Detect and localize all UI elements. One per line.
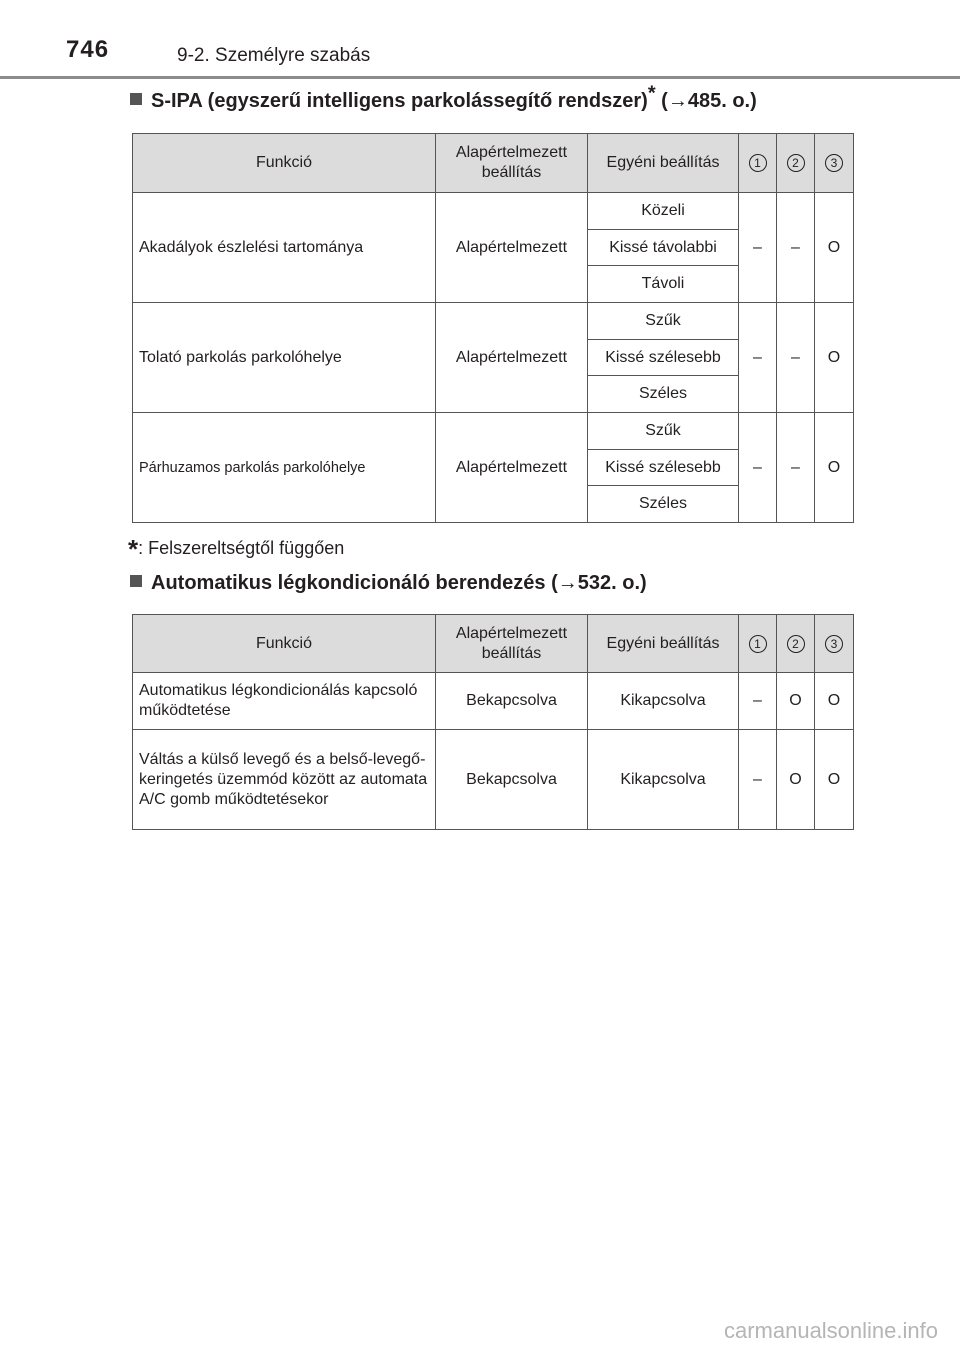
asterisk-marker: * — [647, 82, 656, 105]
circle-3-icon: 3 — [825, 635, 843, 653]
default-cell: Bekapcsolva — [436, 730, 588, 830]
c2-cell: O — [777, 673, 815, 730]
square-bullet-icon — [130, 575, 142, 587]
header-function: Funkció — [133, 134, 436, 193]
option-cell: Távoli — [588, 266, 739, 303]
table-row — [133, 193, 854, 230]
function-cell: Automatikus légkondicionálás kapcsoló működtetése — [133, 673, 436, 730]
footnote-asterisk: * — [128, 534, 139, 564]
c1-cell: – — [739, 303, 777, 413]
option-cell: Kissé szélesebb — [588, 340, 739, 376]
option-cell: Kissé szélesebb — [588, 450, 739, 486]
c2-cell: – — [777, 303, 815, 413]
header-rule — [0, 76, 960, 79]
c3-cell: O — [815, 730, 854, 830]
default-cell: Bekapcsolva — [436, 673, 588, 730]
header-col1 — [739, 615, 777, 673]
table-header-row — [133, 134, 854, 193]
c1-cell: – — [739, 413, 777, 523]
c2-cell: O — [777, 730, 815, 830]
footnote — [128, 534, 344, 565]
option-cell: Kissé távolabbi — [588, 230, 739, 266]
section2-title: Automatikus légkondicionáló berendezés (→532. o.) — [130, 572, 647, 595]
header-default: Alapértelmezett beállítás — [436, 615, 588, 673]
custom-cell: Kikapcsolva — [588, 730, 739, 830]
footnote-text: : Felszereltségtől függően — [138, 538, 345, 558]
c3-cell: O — [815, 673, 854, 730]
section2-table — [132, 614, 854, 830]
option-cell: Közeli — [588, 193, 739, 230]
chapter-title: 9-2. Személyre szabás — [177, 45, 371, 66]
circle-3-icon: 3 — [825, 154, 843, 172]
default-cell: Alapértelmezett — [436, 413, 588, 523]
arrow-icon: → — [667, 90, 688, 112]
c3-cell: O — [815, 413, 854, 523]
section1-title: S-IPA (egyszerű intelligens parkolássegítő rendszer)* (→485. o.) — [130, 90, 757, 113]
arrow-icon: → — [557, 572, 578, 594]
header-function: Funkció — [133, 615, 436, 673]
header-custom: Egyéni beállítás — [588, 134, 739, 193]
option-cell: Szűk — [588, 303, 739, 340]
section1-ref: 485. o.) — [687, 90, 757, 112]
c3-cell: O — [815, 193, 854, 303]
page-header — [0, 0, 960, 80]
default-cell: Alapértelmezett — [436, 193, 588, 303]
table-row — [133, 303, 854, 340]
header-col3 — [815, 134, 854, 193]
c1-cell: – — [739, 730, 777, 830]
section1-table — [132, 133, 854, 523]
header-col2 — [777, 134, 815, 193]
c2-cell: – — [777, 413, 815, 523]
function-cell: Váltás a külső levegő és a belső-levegő-keringetés üzemmód között az automata A/C gomb működtetésekor — [133, 730, 436, 830]
table-row — [133, 730, 854, 830]
page-number: 746 — [66, 36, 110, 63]
watermark: carmanualsonline.info — [723, 1318, 938, 1343]
header-col1 — [739, 134, 777, 193]
table-row — [133, 673, 854, 730]
c1-cell: – — [739, 193, 777, 303]
table-row — [133, 413, 854, 450]
function-cell: Párhuzamos parkolás parkolóhelye — [133, 413, 436, 523]
header-custom: Egyéni beállítás — [588, 615, 739, 673]
default-cell: Alapértelmezett — [436, 303, 588, 413]
circle-1-icon: 1 — [749, 635, 767, 653]
header-col3 — [815, 615, 854, 673]
option-cell: Széles — [588, 486, 739, 523]
circle-2-icon: 2 — [787, 154, 805, 172]
circle-1-icon: 1 — [749, 154, 767, 172]
header-col2 — [777, 615, 815, 673]
c1-cell: – — [739, 673, 777, 730]
c2-cell: – — [777, 193, 815, 303]
square-bullet-icon — [130, 93, 142, 105]
option-cell: Széles — [588, 376, 739, 413]
function-cell: Akadályok észlelési tartománya — [133, 193, 436, 303]
header-default: Alapértelmezett beállítás — [436, 134, 588, 193]
option-cell: Szűk — [588, 413, 739, 450]
c3-cell: O — [815, 303, 854, 413]
circle-2-icon: 2 — [787, 635, 805, 653]
section2-ref: 532. o.) — [577, 572, 647, 594]
function-cell: Tolató parkolás parkolóhelye — [133, 303, 436, 413]
custom-cell: Kikapcsolva — [588, 673, 739, 730]
table-header-row — [133, 615, 854, 673]
